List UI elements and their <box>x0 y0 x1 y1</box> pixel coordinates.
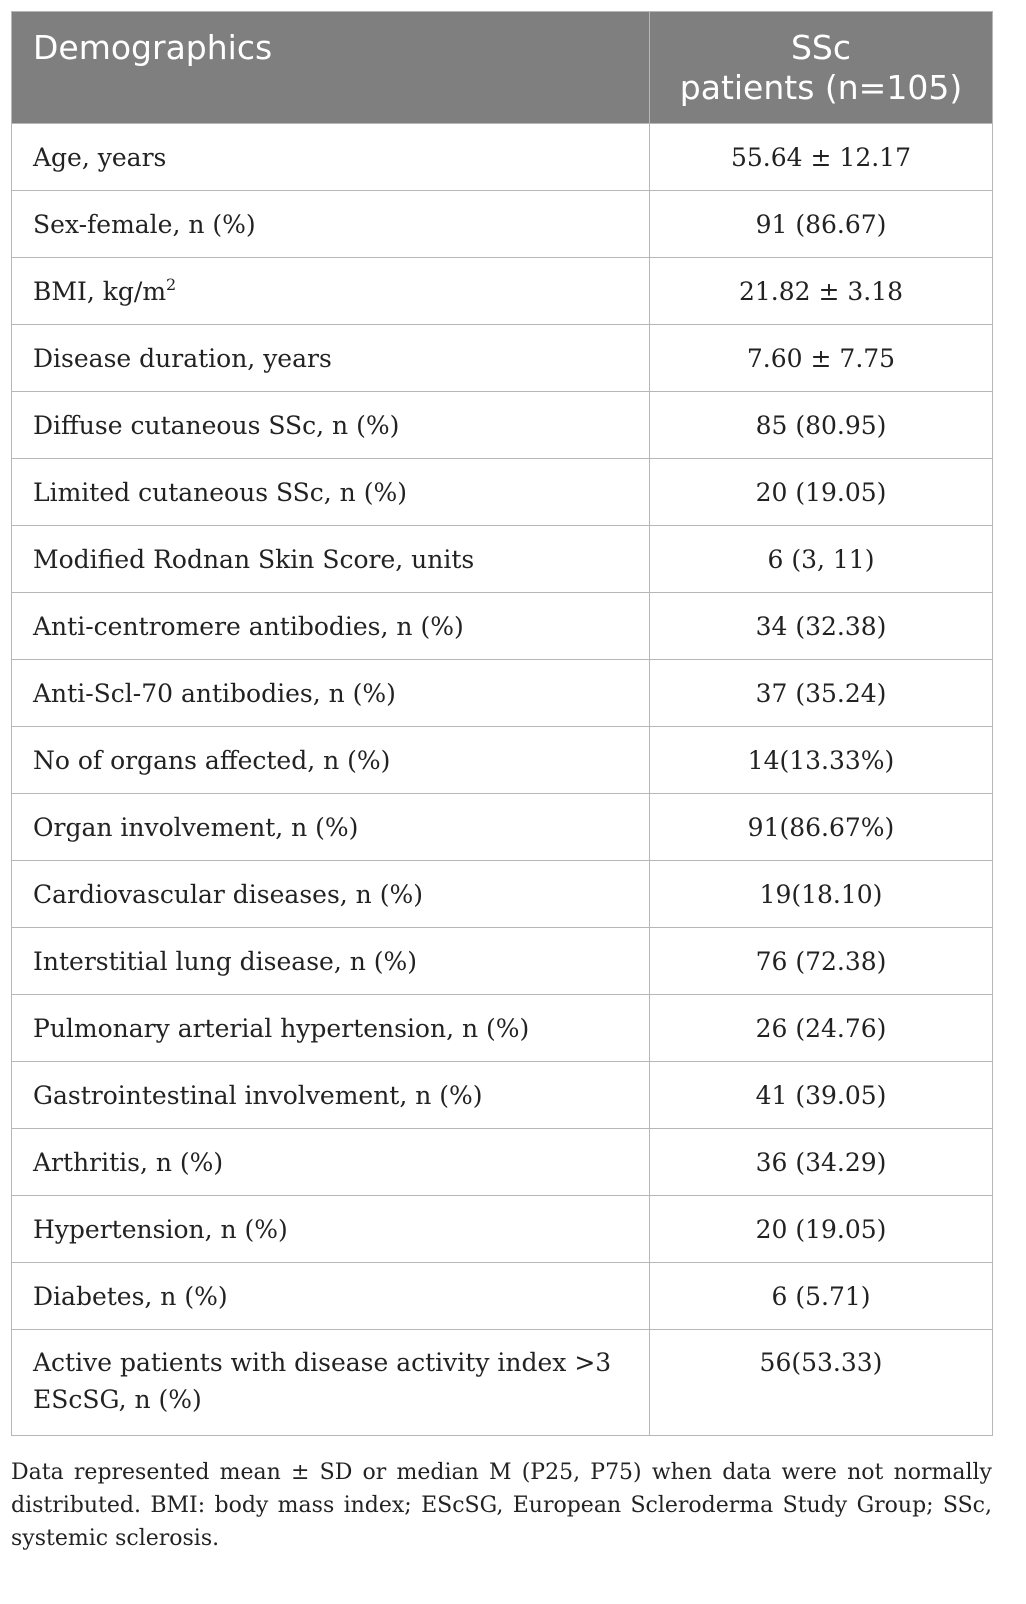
row-label: Pulmonary arterial hypertension, n (%) <box>12 995 650 1062</box>
row-label: Organ involvement, n (%) <box>12 794 650 861</box>
row-label-text: BMI, kg/m <box>33 276 167 306</box>
row-label: Anti-centromere antibodies, n (%) <box>12 593 650 660</box>
table-row <box>12 593 993 660</box>
row-value: 85 (80.95) <box>650 392 993 459</box>
table-row <box>12 928 993 995</box>
table-row <box>12 1263 993 1330</box>
table-header-row <box>12 12 993 124</box>
table-row <box>12 1330 993 1436</box>
row-label: Gastrointestinal involvement, n (%) <box>12 1062 650 1129</box>
row-value: 91 (86.67) <box>650 191 993 258</box>
row-label <box>12 258 650 325</box>
header-ssc-line1: SSc <box>790 28 852 67</box>
table-row <box>12 861 993 928</box>
table-row <box>12 392 993 459</box>
row-label: Modified Rodnan Skin Score, units <box>12 526 650 593</box>
row-value: 76 (72.38) <box>650 928 993 995</box>
table-row <box>12 325 993 392</box>
table-row <box>12 191 993 258</box>
row-value: 55.64 ± 12.17 <box>650 124 993 191</box>
row-label: No of organs affected, n (%) <box>12 727 650 794</box>
row-value: 14(13.33%) <box>650 727 993 794</box>
row-label: Arthritis, n (%) <box>12 1129 650 1196</box>
row-value: 36 (34.29) <box>650 1129 993 1196</box>
row-value: 56(53.33) <box>650 1330 993 1436</box>
row-label: Limited cutaneous SSc, n (%) <box>12 459 650 526</box>
header-ssc-line2: patients (n=105) <box>679 68 963 107</box>
row-label <box>12 1330 650 1436</box>
row-label: Diabetes, n (%) <box>12 1263 650 1330</box>
row-value: 19(18.10) <box>650 861 993 928</box>
row-label: Interstitial lung disease, n (%) <box>12 928 650 995</box>
header-ssc-patients <box>650 12 993 124</box>
row-value: 21.82 ± 3.18 <box>650 258 993 325</box>
table-row <box>12 794 993 861</box>
table-row <box>12 660 993 727</box>
table-footnote: Data represented mean ± SD or median M (P25, P75) when data were not normally distributed. BMI: body mass index; EScSG, European Scleroderma Study Group; SSc, systemic sclerosis. <box>11 1460 992 1551</box>
row-label: Cardiovascular diseases, n (%) <box>12 861 650 928</box>
row-value: 6 (3, 11) <box>650 526 993 593</box>
row-label: Anti-Scl-70 antibodies, n (%) <box>12 660 650 727</box>
table-row <box>12 124 993 191</box>
table-row <box>12 1196 993 1263</box>
header-demographics: Demographics <box>12 12 650 124</box>
demographics-table-container <box>11 11 992 1436</box>
row-label: Hypertension, n (%) <box>12 1196 650 1263</box>
row-value: 20 (19.05) <box>650 459 993 526</box>
row-value: 20 (19.05) <box>650 1196 993 1263</box>
row-value: 91(86.67%) <box>650 794 993 861</box>
row-label: Sex-female, n (%) <box>12 191 650 258</box>
row-value: 34 (32.38) <box>650 593 993 660</box>
row-label-line2: EScSG, n (%) <box>33 1385 202 1414</box>
row-label-superscript: 2 <box>166 274 177 294</box>
row-value: 37 (35.24) <box>650 660 993 727</box>
table-row <box>12 727 993 794</box>
table-row <box>12 258 993 325</box>
table-row <box>12 995 993 1062</box>
demographics-table <box>11 11 993 1436</box>
row-value: 6 (5.71) <box>650 1263 993 1330</box>
row-label-line1: Active patients with disease activity index >3 <box>33 1348 612 1377</box>
table-row <box>12 1062 993 1129</box>
table-row <box>12 459 993 526</box>
table-row <box>12 526 993 593</box>
row-value: 7.60 ± 7.75 <box>650 325 993 392</box>
row-value: 26 (24.76) <box>650 995 993 1062</box>
table-row <box>12 1129 993 1196</box>
row-label: Diffuse cutaneous SSc, n (%) <box>12 392 650 459</box>
row-label: Disease duration, years <box>12 325 650 392</box>
row-value: 41 (39.05) <box>650 1062 993 1129</box>
row-label: Age, years <box>12 124 650 191</box>
